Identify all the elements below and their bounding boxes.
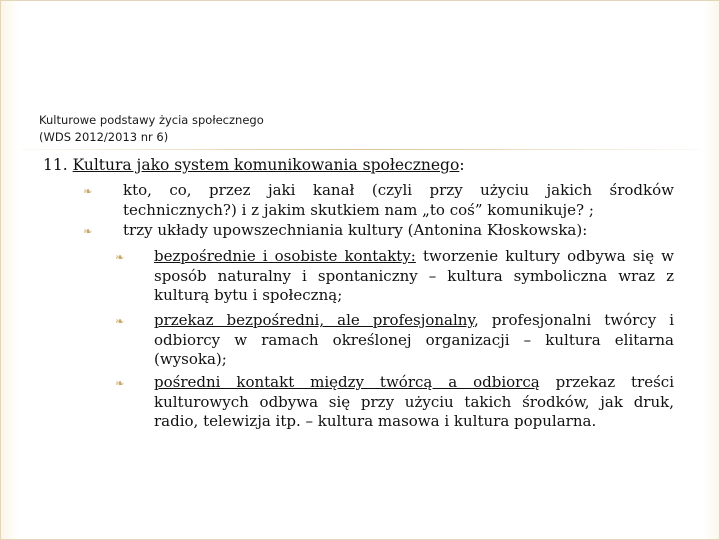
section-title: Kultura jako system komunikowania społecznego — [72, 156, 460, 174]
sub-bullet-lead: bezpośrednie i osobiste kontakty: — [154, 247, 416, 265]
sub-bullet-text — [154, 311, 674, 370]
fleuron-bullet-icon: ❧ — [83, 225, 93, 238]
sub-bullet-text — [154, 373, 674, 432]
section-heading — [43, 156, 465, 175]
sub-bullet-rest: przekaz treści kulturowych odbywa się przy użyciu takich środków, jak druk, radio, telewizja itp. – kultura masowa i kultura popularna. — [154, 373, 674, 430]
fleuron-bullet-icon: ❧ — [83, 185, 93, 198]
header-separator — [21, 149, 701, 150]
course-code: (WDS 2012/2013 nr 6) — [39, 130, 169, 144]
bullet-text: trzy układy upowszechniania kultury (Antonina Kłoskowska): — [123, 221, 588, 239]
sub-bullet-lead: pośredni kontakt między twórcą a odbiorcą — [154, 373, 540, 391]
slide-header — [39, 112, 264, 146]
bullet-text: kto, co, przez jaki kanał (czyli przy użyciu jakich środków technicznych?) i z jakim skutkiem nam „to coś” komunikuje? ; — [123, 181, 674, 219]
fleuron-bullet-icon: ❧ — [115, 315, 125, 328]
sub-bullet-lead: przekaz bezpośredni, ale profesjonalny — [154, 311, 474, 329]
course-title: Kulturowe podstawy życia społecznego — [39, 113, 264, 127]
fleuron-bullet-icon: ❧ — [115, 377, 125, 390]
section-number: 11. — [43, 156, 68, 174]
section-colon: : — [459, 156, 465, 174]
sub-bullet-rest: tworzenie kultury odbywa się w sposób naturalny i spontaniczny – kultura symboliczna wraz z kulturą bytu i społeczną; — [154, 247, 674, 304]
fleuron-bullet-icon: ❧ — [115, 251, 125, 264]
sub-bullet-rest: , profesjonalni twórcy i odbiorcy w ramach określonej organizacji – kultura elitarna (wysoka); — [154, 311, 674, 368]
sub-bullet-text — [154, 247, 674, 306]
